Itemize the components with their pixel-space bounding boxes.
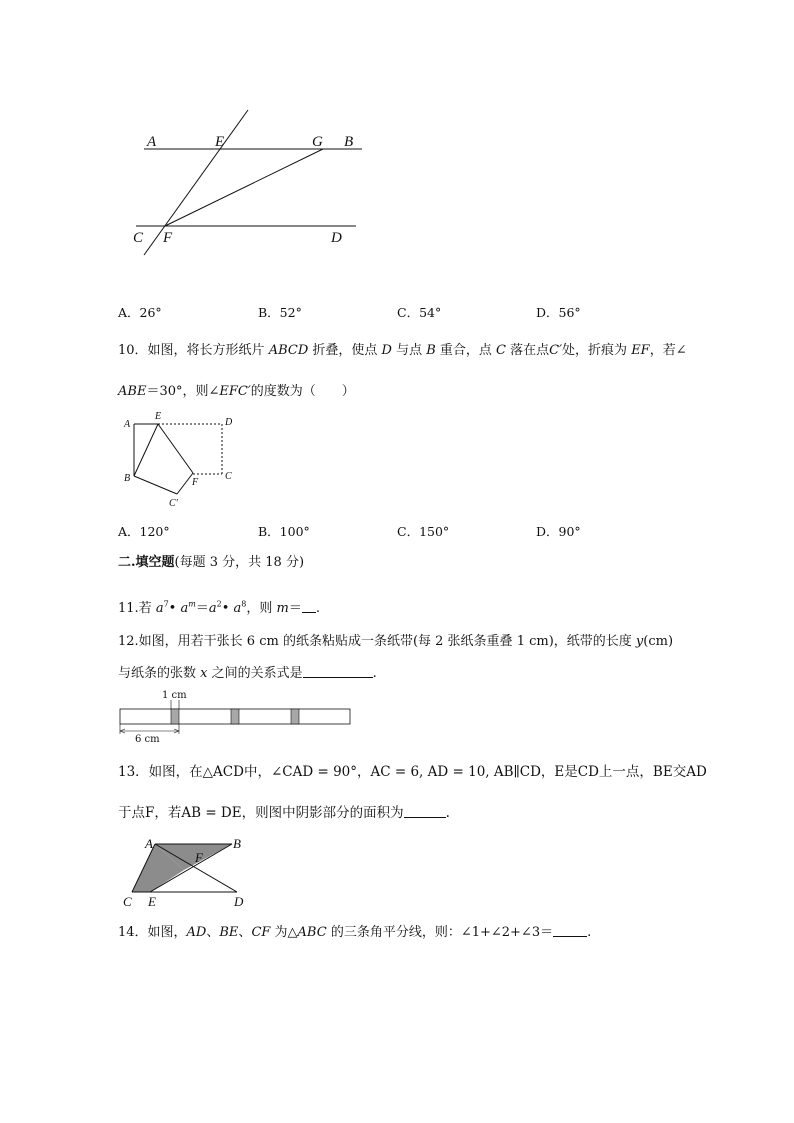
q13-line1: 13．如图，在△ACD中，∠CAD = 90°，AC = 6, AD = 10, AB∥CD，E是CD上一点，BE交AD	[118, 764, 707, 780]
q12-line1: 12.如图，用若干张长 6 cm 的纸条粘贴成一条纸带(每 2 张纸条重叠 1 cm)，纸带的长度 y(cm)	[118, 634, 674, 649]
q11: 11.若 $a^7•$ $a^m=a^2•$ $a^8$，则 m＝ .	[118, 599, 321, 616]
q9-option-a[interactable]: A．26°	[118, 305, 162, 320]
q10-label-a: A	[124, 419, 131, 430]
line-ef	[144, 110, 248, 255]
q13-label-d: D	[234, 894, 244, 909]
q13-figure	[118, 832, 258, 910]
q13-answer-blank[interactable]	[404, 805, 446, 818]
q10-option-a[interactable]: A．120°	[118, 524, 170, 539]
q9-option-c[interactable]: C．54°	[397, 305, 442, 320]
q10-label-d: D	[225, 417, 233, 428]
q9-option-b[interactable]: B．52°	[258, 305, 302, 320]
label-d: D	[331, 230, 342, 246]
label-e: E	[215, 134, 225, 150]
q12-line2: 与纸条的张数 x 之间的关系式是 .	[118, 666, 377, 681]
q10-option-d[interactable]: D．90°	[536, 524, 581, 539]
q12-figure	[115, 686, 360, 744]
q10-label-f: F	[192, 477, 199, 488]
q13-label-a: A	[145, 836, 153, 851]
q10-figure	[118, 408, 248, 513]
label-a: A	[147, 134, 157, 150]
section2-heading: 二.填空题(每题 3 分，共 18 分)	[118, 555, 305, 570]
q14-answer-blank[interactable]	[553, 924, 587, 937]
q10-label-b: B	[124, 473, 131, 484]
line-fg	[165, 149, 323, 226]
q14: 14．如图，AD、BE、CF 为△ABC 的三条角平分线，则：∠1+∠2+∠3＝ .	[118, 925, 592, 940]
q13-label-c: C	[123, 894, 132, 909]
q12-answer-blank[interactable]	[303, 665, 373, 678]
q10-label-e: E	[155, 411, 162, 422]
q12-label-top: 1 cm	[162, 690, 187, 701]
q10-line2: ABE＝30°，则∠EFC′的度数为（ ）	[118, 384, 355, 399]
label-b: B	[344, 134, 354, 150]
q12-label-bottom: 6 cm	[135, 734, 160, 744]
q10-label-cp: C′	[169, 498, 178, 509]
label-f: F	[163, 230, 173, 246]
q13-line2: 于点F，若AB = DE，则图中阴影部分的面积为 .	[118, 805, 450, 821]
q10-option-c[interactable]: C．150°	[397, 524, 450, 539]
q10-option-b[interactable]: B．100°	[258, 524, 310, 539]
label-g: G	[312, 134, 323, 150]
q13-label-b: B	[233, 836, 241, 851]
q13-label-f: F	[195, 850, 203, 865]
q9-figure	[128, 105, 378, 265]
q10-line1: 10．如图，将长方形纸片 ABCD 折叠，使点 D 与点 B 重合，点 C 落在点C′处，折痕为 EF，若∠	[118, 343, 687, 358]
q13-label-e: E	[148, 894, 156, 909]
label-c: C	[133, 230, 144, 246]
q10-label-c: C	[225, 471, 232, 482]
q9-option-d[interactable]: D．56°	[536, 305, 581, 320]
q11-answer-blank[interactable]	[302, 600, 316, 613]
